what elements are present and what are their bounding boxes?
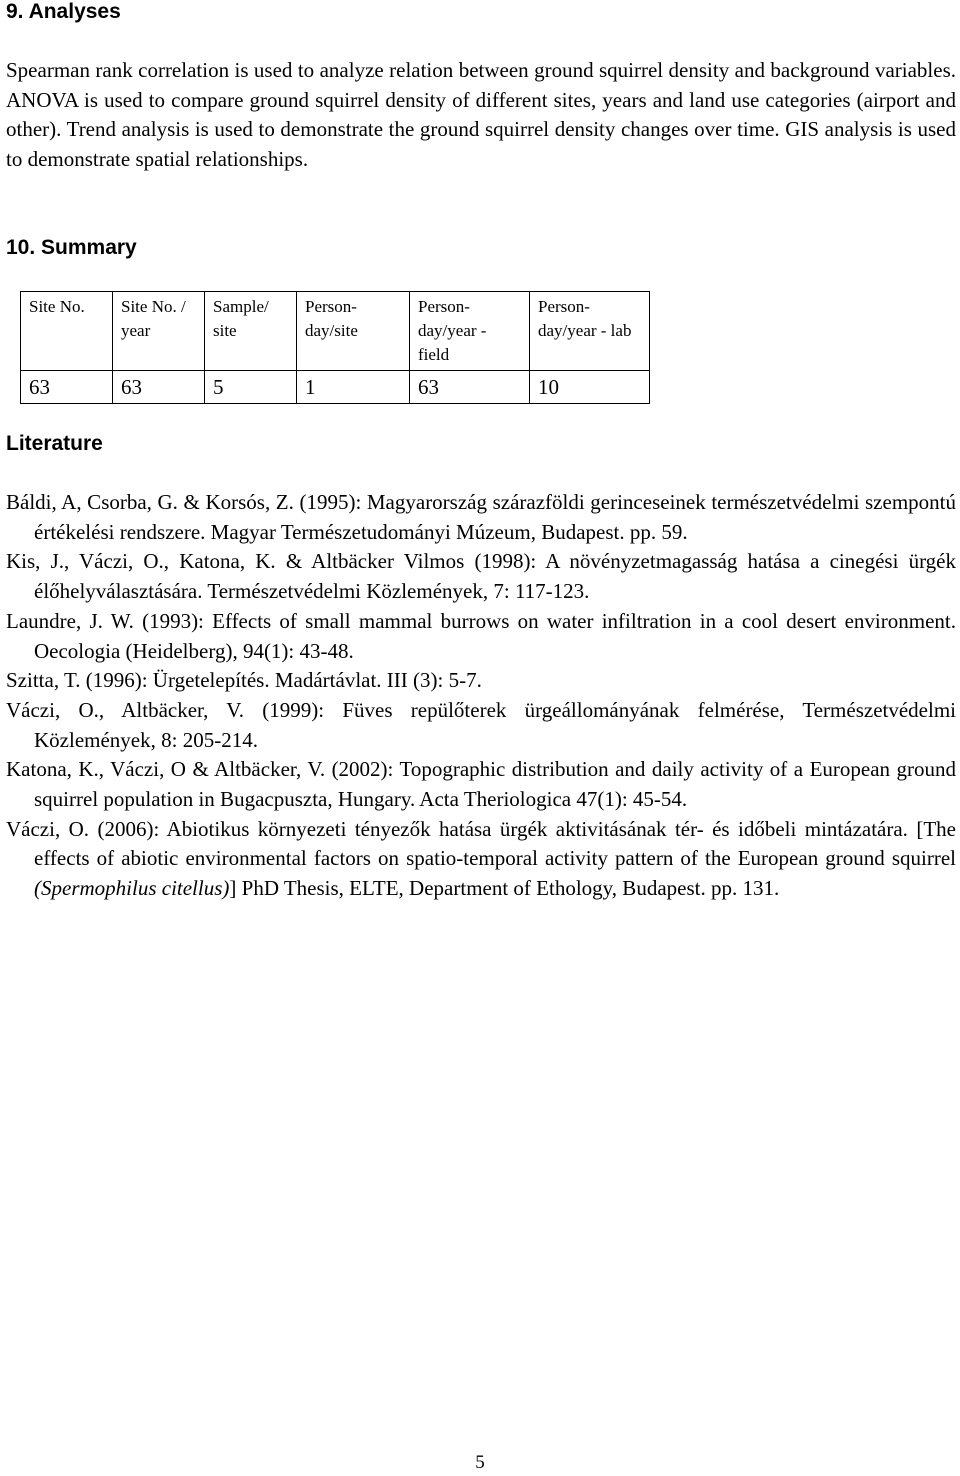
analyses-paragraph: Spearman rank correlation is used to analyze relation between ground squirrel density and background variables. ANOVA is used to compare ground squirrel density of different sites, years and land use categories (airport and other). Trend analysis is used to demonstrate the ground squirrel density changes over time. GIS analysis is used to demonstrate spatial relationships. <box>6 58 956 172</box>
reference-item: Laundre, J. W. (1993): Effects of small mammal burrows on water infiltration in a cool desert environment. Oecologia (Heidelberg), 94(1): 43-48. <box>6 608 956 663</box>
table-header-cell: Person-day/site <box>297 292 410 371</box>
reference-item <box>6 815 956 904</box>
reference-item: Katona, K., Váczi, O & Altbäcker, V. (2002): Topographic distribution and daily activity of a European ground squirrel population in Bugacpuszta, Hungary. Acta Theriologica 47(1): 45-54. <box>6 757 956 812</box>
table-header-cell: Person-day/year - field <box>410 292 530 371</box>
reference-item: Váczi, O., Altbäcker, V. (1999): Füves repülőterek ürgeállományának felmérése, Természetvédelmi Közlemények, 8: 205-214. <box>6 697 956 752</box>
reference-item: Báldi, A, Csorba, G. & Korsós, Z. (1995): Magyarország szárazföldi gerinceseinek természetvédelmi szempontú értékelési rendszere. Magyar Természetudományi Múzeum, Budapest. pp. 59. <box>6 490 956 544</box>
reference-text: Váczi, O. (2006): Abiotikus környezeti tényezők hatása ürgék aktivitásának tér- és időbeli mintázatára. [The effects of abiotic environmental factors on spatio-temporal activity pattern of the European ground squirrel <box>6 816 956 871</box>
table-cell: 10 <box>530 371 650 404</box>
section-heading-summary: 10. Summary <box>6 236 137 259</box>
table-header-cell: Site No. <box>21 292 113 371</box>
table-cell: 5 <box>205 371 297 404</box>
table-cell: 1 <box>297 371 410 404</box>
table-row <box>21 371 650 404</box>
section-heading-literature: Literature <box>6 432 103 455</box>
reference-item: Kis, J., Váczi, O., Katona, K. & Altbäcker Vilmos (1998): A növényzetmagasság hatása a cinegési ürgék élőhelyválasztására. Természetvédelmi Közlemények, 7: 117-123. <box>6 549 956 604</box>
table-cell: 63 <box>21 371 113 404</box>
table-header-cell: Person-day/year - lab <box>530 292 650 371</box>
summary-table-header-row <box>21 292 650 371</box>
summary-table <box>20 291 650 404</box>
species-name-italic: (Spermophilus citellus) <box>34 876 230 901</box>
table-cell: 63 <box>113 371 205 404</box>
reference-list <box>6 488 956 904</box>
table-header-cell: Site No. / year <box>113 292 205 371</box>
reference-item: Szitta, T. (1996): Ürgetelepítés. Madártávlat. III (3): 5-7. <box>6 668 482 693</box>
table-cell: 63 <box>410 371 530 404</box>
page-number: 5 <box>475 1452 485 1473</box>
reference-text: ] PhD Thesis, ELTE, Department of Ethology, Budapest. pp. 131. <box>229 876 780 901</box>
table-header-cell: Sample/ site <box>205 292 297 371</box>
section-heading-analyses: 9. Analyses <box>6 0 121 23</box>
